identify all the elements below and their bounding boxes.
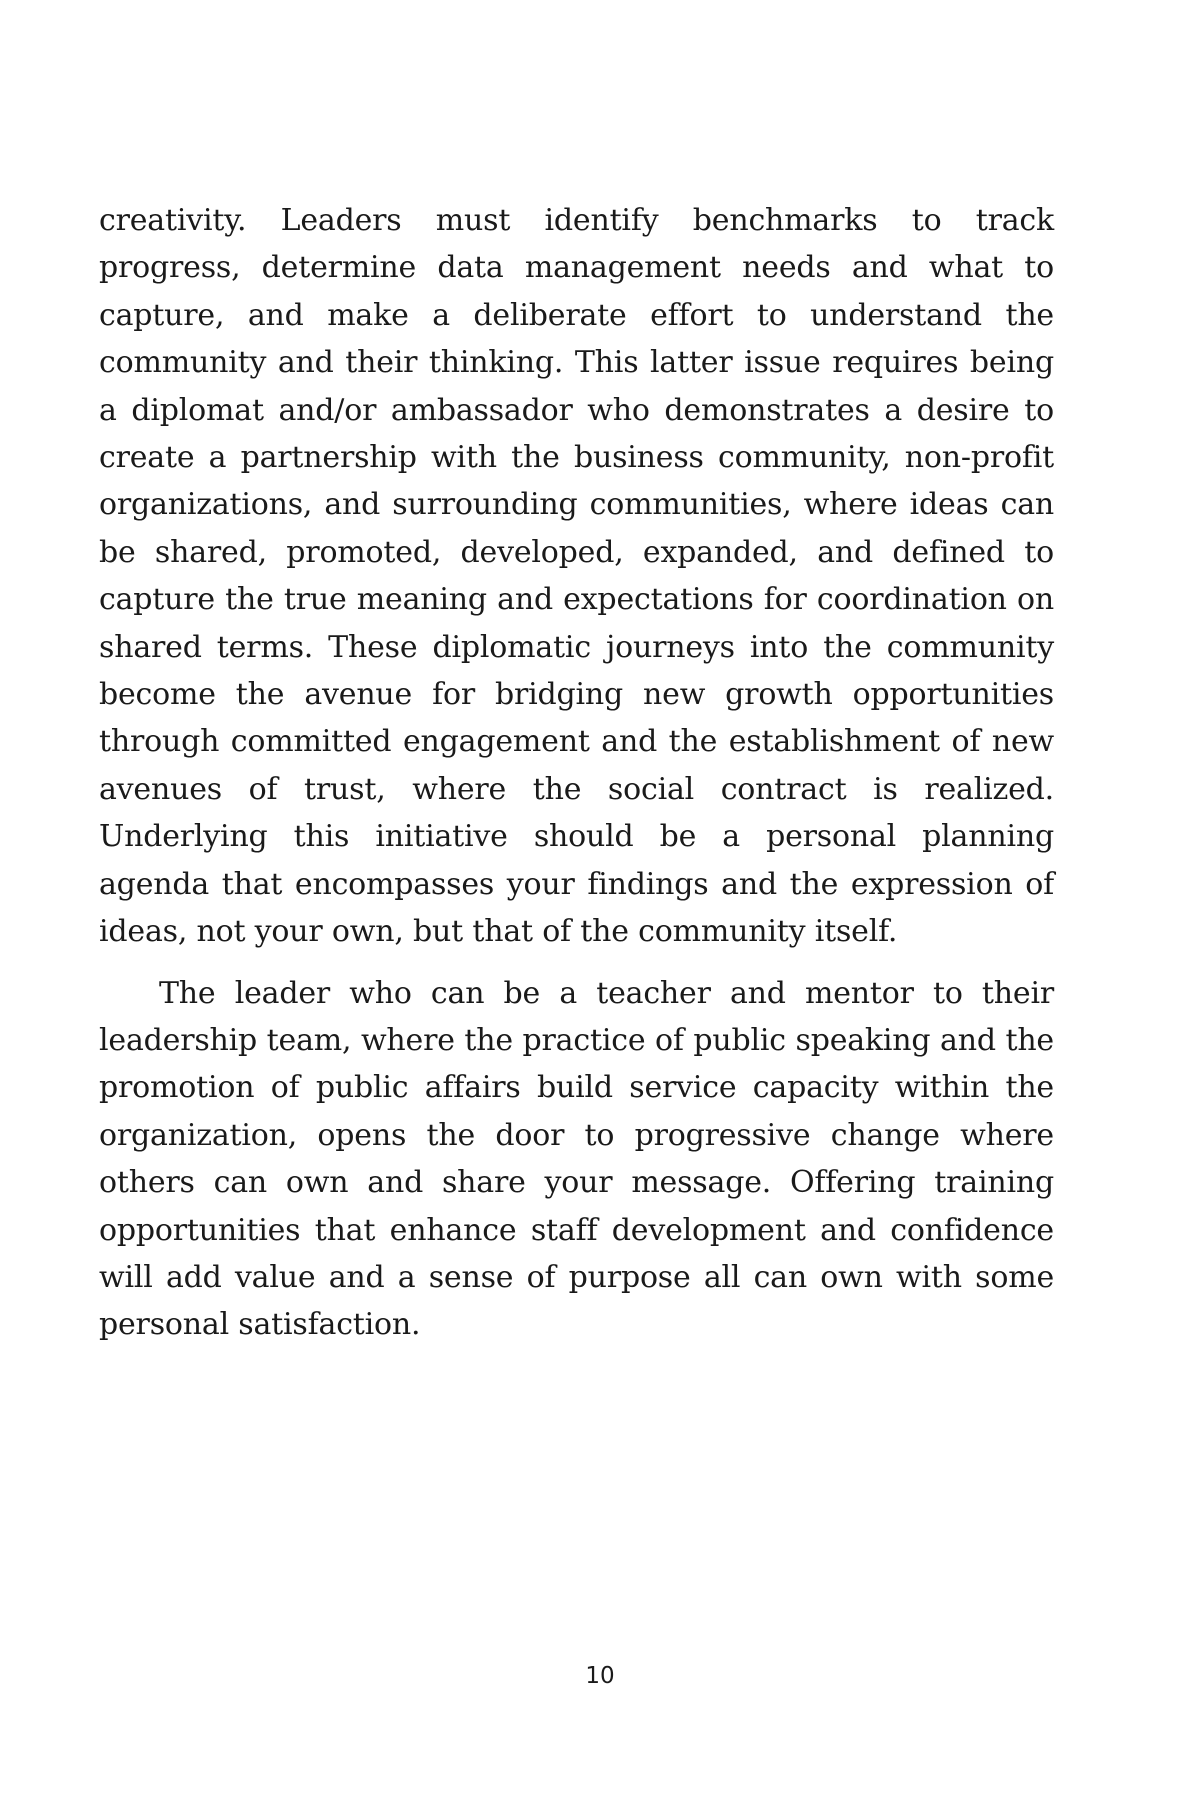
body-text	[99, 197, 1054, 1349]
paragraph-continued: creativity. Leaders must identify benchmarks to track progress, determine data management needs and what to capture, and make a deliberate effort to understand the community and their thinking. This latter issue requires being a diplomat and/or ambassador who demonstrates a desire to create a partnership with the business community, non-profit organizations, and surrounding communities, where ideas can be shared, promoted, developed, expanded, and defined to capture the true meaning and expectations for coordination on shared terms. These diplomatic journeys into the community become the avenue for bridging new growth opportunities through committed engagement and the establishment of new avenues of trust, where the social contract is realized. Underlying this initiative should be a personal planning agenda that encompasses your findings and the expression of ideas, not your own, but that of the community itself.	[99, 203, 1054, 950]
page-number: 10	[585, 1663, 615, 1689]
paragraph-leader-mentor: The leader who can be a teacher and mentor to their leadership team, where the practice of public speaking and the promotion of public affairs build service capacity within the organization, opens the door to progressive change where others can own and share your message. Offering training opportunities that enhance staff development and confidence will add value and a sense of purpose all can own with some personal satisfaction.	[99, 975, 1054, 1343]
